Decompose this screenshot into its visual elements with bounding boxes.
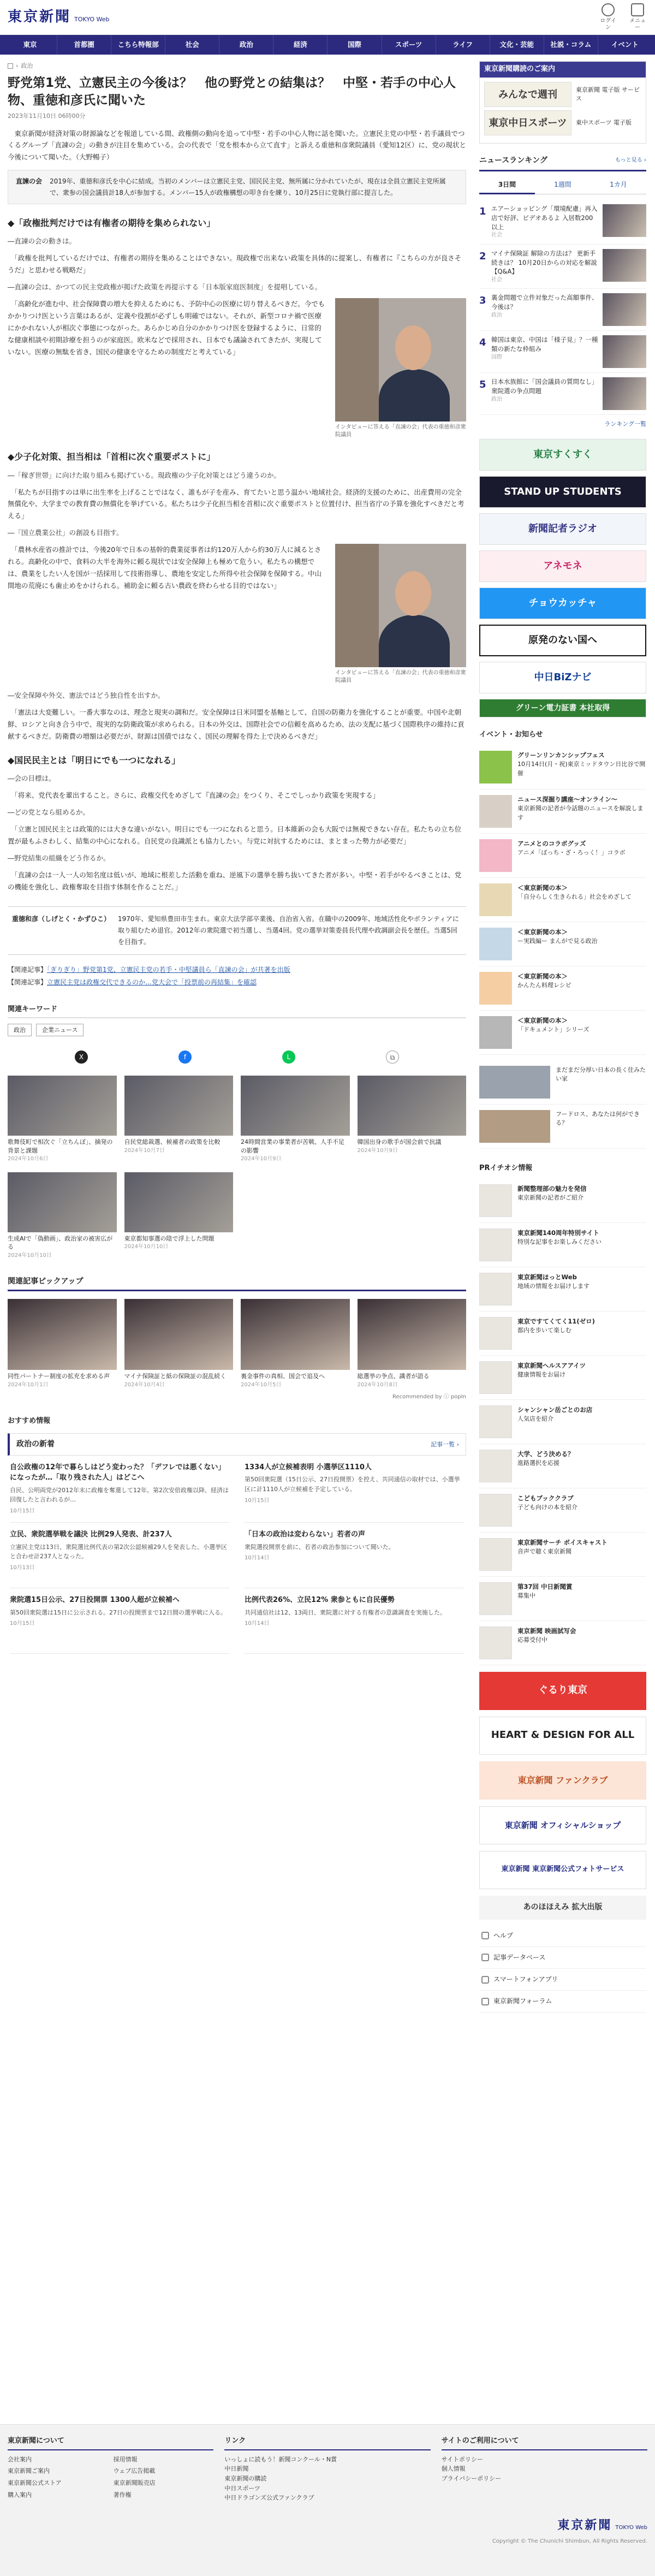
x-share-icon[interactable]: X (75, 1050, 88, 1064)
question: ―直諫の会は、かつての民主党政権が掲げた政策を再提示する「日本版家庭医制度」を提唱している。 (8, 283, 322, 292)
section-heading: ◆「政権批判だけでは有権者の期待を集められない」 (8, 217, 216, 228)
share-bar (8, 1050, 466, 1064)
promo-banner[interactable]: 東京すくすく (479, 439, 646, 471)
menu-icon (631, 3, 644, 16)
promo-banner[interactable]: 中日BiZナビ (479, 662, 646, 693)
pr-item[interactable]: 大学、どう決める？ 進路選択を応援 (479, 1444, 646, 1488)
footer-link[interactable]: 個人情報 (441, 2465, 466, 2473)
event-item[interactable]: アニメとのコラボグッズ アニメ「ぼっち・ざ・ろっく！」コラボ (479, 834, 646, 878)
pr-item[interactable]: こどもブッククラブ 子ども向けの本を紹介 (479, 1488, 646, 1533)
home-icon[interactable] (8, 63, 13, 69)
question: ―どの党となら組めるか。 (8, 808, 90, 817)
side-link[interactable]: 東京新聞フォーラム (479, 1991, 646, 2013)
photo-caption: インタビューに答える「直諫の会」代表の重徳和彦衆院議員 (335, 670, 466, 684)
footer-link[interactable]: ウェブ広告掲載 (113, 2467, 156, 2475)
paragraph: 「政権を批判しているだけでは、有権者の期待を集めることはできない。現政権で出来ない政策を具体的に提案し、有権者に『こちらの方が良さそうだ』と思わせる戦略だ」 (8, 254, 462, 275)
ranking-item[interactable]: 2 マイナ保険証 解除の方法は？ 更新手続きは？ 10月20日からの対応を解説【Q&A】 社会 (479, 245, 646, 289)
article-photo[interactable] (335, 544, 466, 685)
question: ―会の目標は。 (8, 774, 56, 783)
keyword-list (8, 1024, 466, 1037)
article-date: 2023年11月10日 06時00分 (8, 112, 86, 120)
footer-link[interactable]: いっしょに読もう！新聞コンクール・N賞 (224, 2455, 337, 2463)
paragraph: 「私たちが目指すのは単に出生率を上げることではなく、誰もが子を産み、育てたいと思う温かい地域社会。経済的支援のために、出産費用の完全無償化や、大学までの教育費の無償化を挙げている。私たちは少子化担当相を首相に次ぐ重要ポストと位置付け、担当省庁の予算を強化すべきだと考える」 (8, 488, 465, 520)
event-item[interactable]: ＜東京新聞の本＞ 「ドキュメント」シリーズ (479, 1011, 646, 1055)
promo-banner[interactable]: グリーン電力証書 本社取得 (479, 699, 646, 717)
portrait-image (335, 298, 466, 422)
promo-banner[interactable]: 原発のない国へ (479, 625, 646, 656)
paragraph: 「立憲と国民民主とは政策的には大きな違いがない。明日にでも一つになれると思う。日本維新の会も大阪では無視できない存在。私たちの立ち位置が最もふさわしく、結集の中心になれる。自民党の良識派とも協力したい。与党に対抗するためには、まとまった勢力が必要だ」 (8, 825, 462, 845)
keyword-tag[interactable]: 企業ニュース (36, 1024, 84, 1037)
thumb-card[interactable]: 歌舞伎町で相次ぐ「立ちんぼ」、摘発の背景と課題 2024年10月6日 (8, 1076, 117, 1164)
paragraph: 「高齢化が進む中、社会保障費の増大を抑えるためにも、予防中心の医療に切り替えるべきだ。今でもかかりつけ医という言葉はあるが、定義や役割が必ずしも明確ではない。それが、新型コロナ禍で医療にかかれない人が相次ぐ事態につながった。あらかじめ自分のかかりつけ医を登録するように、日常的な健康相談や初期診療を担うのが家庭医。欧米などで採用され、日本でも議論されてきたが、実現していない。医療の無駄を省き、国民の健康を守るための制度だと考えている」 (8, 300, 325, 356)
event-item[interactable]: ニュース深掘り講座～オンライン～ 東京新聞の記者が今話題のニュースを解説します (479, 790, 646, 834)
site-footer (0, 2424, 655, 2576)
ranking-tab[interactable]: 1カ月 (591, 177, 646, 194)
help-icon (481, 1932, 489, 1939)
footer-link[interactable]: サイトポリシー (441, 2455, 483, 2463)
related-link[interactable]: 立憲民主党は政権交代できるのか…党大会で「投票前の再結集」を確認 (47, 978, 257, 986)
subscribe-row[interactable]: みんなで週刊 東京新聞 電子版 サービス (484, 82, 641, 107)
nav-item[interactable]: 経済 (273, 35, 327, 55)
footer-col: サイトのご利用について サイトポリシー 個人情報 プライバシーポリシー (442, 2436, 647, 2503)
footer-link[interactable]: 東京新聞ご案内 (8, 2467, 50, 2475)
footer-link[interactable]: プライバシーポリシー (441, 2474, 502, 2482)
side-banner[interactable]: 東京新聞 東京新聞公式フォトサービス (479, 1851, 646, 1889)
footer-link[interactable]: 会社案内 (8, 2455, 32, 2463)
promo-banner[interactable]: 新聞記者ラジオ (479, 513, 646, 545)
logo-text: 東京新聞 (8, 8, 72, 25)
ranking-tab[interactable]: 3日間 (479, 177, 535, 194)
ranking-list-link[interactable]: ランキング一覧 (604, 420, 646, 428)
thumb-card[interactable]: 韓国出身の歌手が国会前で抗議 2024年10月9日 (358, 1076, 467, 1164)
pickup-card[interactable]: 総選挙の争点、識者が語る 2024年10月8日 (358, 1299, 467, 1389)
osusume-title: おすすめ情報 (8, 1416, 51, 1425)
footer-link[interactable]: 中日スポーツ (224, 2484, 260, 2492)
thumb-card[interactable]: 自民党総裁選、候補者の政策を比較 2024年10月7日 (124, 1076, 234, 1164)
pr-title: PRイチオシ情報 (479, 1164, 533, 1172)
pr-item[interactable]: 東京ですてくてく11(ゼロ) 都内を歩いて楽しむ (479, 1311, 646, 1356)
footer-link[interactable]: 採用情報 (113, 2455, 138, 2463)
related-thumbnails (8, 1076, 466, 1260)
footer-link[interactable]: 中日ドラゴンズ公式ファンクラブ (224, 2494, 314, 2502)
pickup-list (8, 1299, 466, 1389)
side-banner[interactable]: 東京新聞 ファンクラブ (479, 1761, 646, 1800)
pr-item[interactable]: 東京新聞140周年特別サイト 特別な記事をお楽しみください (479, 1223, 646, 1267)
promo-banner[interactable]: チョウカッチャ (479, 587, 646, 619)
nav-item[interactable]: 社会 (165, 35, 219, 55)
related-article: 【関連記事】「ぎりぎり」野党第1党、立憲民主党の若手・中堅議員ら「直諫の会」が共著を出版 (8, 965, 290, 974)
pickup-card[interactable]: 裏金事件の真相、国会で追及へ 2024年10月5日 (241, 1299, 350, 1389)
ranking-item[interactable]: 3 裏金問題で立件対象だった高額事件、今後は？ 政治 (479, 289, 646, 331)
thumb-card[interactable]: 24時間営業の事業者が苦戦、人手不足の影響 2024年10月9日 (241, 1076, 350, 1164)
keywords-title: 関連キーワード (8, 1004, 466, 1018)
related-article: 【関連記事】立憲民主党は政権交代できるのか…党大会で「投票前の再結集」を確認 (8, 978, 257, 986)
paragraph: 「将来、党代表を輩出すること。さらに、政権交代をめざして『直諫の会』をつくり、そこでしっかり政策を実現する」 (8, 791, 380, 800)
nav-item[interactable]: 首都圏 (57, 35, 111, 55)
copyright: Copyright © The Chunichi Shimbun, All Rights Reserved. (492, 2538, 647, 2544)
side-link[interactable]: ヘルプ (479, 1925, 646, 1947)
article-title: 野党第1党、立憲民主の今後は？ 他の野党との結集は？ 中堅・若手の中心人物、重徳和彦氏に聞いた (8, 75, 456, 108)
question: ―直諫の会の動きは。 (8, 237, 76, 246)
paragraph: 「直諫の会は一人一人の知名度は低いが、地域に根差した活動を重ね、逆風下の選挙を勝ち抜いてきた者が多い。中堅・若手がやるべきことは、党の機能を強化し、政権奪取を目指す体制を作ることだ。」 (8, 870, 462, 891)
section-heading: ◆少子化対策、担当相は「首相に次ぐ重要ポストに」 (8, 452, 216, 462)
nav-item[interactable]: 政治 (219, 35, 273, 55)
pr-item[interactable]: 新聞整理部の魅力を発信 東京新聞の記者がご紹介 (479, 1179, 646, 1223)
breadcrumb-item[interactable]: 政治 (21, 62, 33, 69)
footer-link[interactable]: 著作権 (113, 2491, 132, 2498)
related-link[interactable]: 「ぎりぎり」野党第1党、立憲民主党の若手・中堅議員ら「直諫の会」が共著を出版 (47, 965, 290, 974)
side-link[interactable]: スマートフォンアプリ (479, 1969, 646, 1991)
nav-item[interactable]: 国際 (327, 35, 382, 55)
side-banner[interactable]: ぐるり東京 (479, 1672, 646, 1710)
ad-item[interactable]: フードロス、あなたは何ができる？ (479, 1105, 646, 1149)
subscribe-row[interactable]: 東京中日スポーツ 東中スポーツ 電子版 (484, 110, 641, 135)
pr-item[interactable]: 東京新聞サーチ ボイスキャスト 音声で聴く東京新聞 (479, 1533, 646, 1577)
promo-banner[interactable]: STAND UP STUDENTS (479, 476, 646, 508)
footer-link[interactable]: 東京新聞販売店 (113, 2479, 156, 2486)
recommend-credit[interactable]: Recommended by ⓘ popIn (392, 1393, 466, 1400)
facebook-share-icon[interactable]: f (178, 1050, 192, 1064)
event-item[interactable]: ＜東京新聞の本＞ かんたん料理レシピ (479, 966, 646, 1011)
bio-name: 重徳和彦（しげとく・かずひこ） (12, 915, 111, 923)
side-banner[interactable]: HEART & DESIGN FOR ALL (479, 1717, 646, 1755)
politics-item[interactable]: 1334人が立候補表明 小選挙区1110人 第50回衆院選（15日公示、27日投開票）を控え、共同通信の取材では、小選挙区に計1110人が立候補を予定している。 10月15日 (245, 1456, 464, 1523)
footer-link[interactable]: 東京新聞公式ストア (8, 2479, 62, 2486)
pickup-title: 関連記事ピックアップ (8, 1275, 466, 1291)
pr-item[interactable]: 東京新聞ヘルスアアイツ 健康情報をお届け (479, 1356, 646, 1400)
sidebar (479, 55, 646, 2013)
profile-key: 直諫の会 (16, 177, 43, 186)
event-item[interactable]: ＜東京新聞の本＞ 「自分らしく生きられる」社会をめざして (479, 878, 646, 922)
site-header (0, 0, 655, 35)
question: ―野党結集の組織をどう作るか。 (8, 853, 110, 862)
main-column (8, 55, 466, 2013)
ranking-item[interactable]: 5 日本水族館に「国会議員の質問なし」 衆院選の争点問題 政治 (479, 373, 646, 415)
question: ―「稼ぎ世帯」に向けた取り組みも掲げている。現政権の少子化対策とはどう違うのか。 (8, 471, 281, 479)
paragraph: 「憲法は大変難しい。一番大事なのは、理念と現実の調和だ。安全保障は日米同盟を基軸として、自国の防衛力を強化することが重要。中国や北朝鮮、ロシアと向き合う中で、現実的な防衛政策が求められる。日本の外交は、国際社会での信頼を高めるため、法の支配に基づく国際秩序の維持に貢献するべきだ。防衛費の増額は必要だが、財源は国債ではなく、国民の理解を得た上で決めるべきだ」 (8, 708, 465, 740)
nav-item[interactable]: ライフ (436, 35, 490, 55)
side-banner[interactable]: あのほほえみ 拡大出版 (479, 1896, 646, 1920)
ranking-tabs (479, 177, 646, 194)
article-photo[interactable] (335, 298, 466, 439)
group-profile-box (8, 170, 466, 204)
ranking-header: ニュースランキング もっと見る › (479, 151, 646, 171)
copy-link-icon[interactable]: ⧉ (386, 1050, 399, 1064)
line-share-icon[interactable]: L (282, 1050, 295, 1064)
login-button[interactable]: ログイン (598, 3, 618, 31)
article-lead: 東京新聞が経済対策の財源論などを報道している間、政権側の動向を追って中堅・若手の中心人物に話を聞いた。立憲民主党の中堅・若手議員でつくるグループ「直諫の会」の動きが注目を集めている。会の代表で「党を根本から立て直す」と訴える重徳和彦衆院議員（愛知12区）に、党の現状と今後について聞いた。（大野暢子） (8, 129, 466, 162)
ranking-more-link[interactable]: もっと見る › (615, 157, 646, 163)
profile-bio (8, 906, 466, 955)
section-heading: ◆国民民主とは「明日にでも一つになれる」 (8, 755, 181, 765)
ranking-item[interactable]: 1 エアーショッピング「環境配慮」再入店で好評、ビデオあるよ 入居数200以上 社会 (479, 200, 646, 245)
nav-item[interactable]: 社説・コラム (544, 35, 598, 55)
menu-button[interactable]: メニュー (628, 3, 647, 31)
profile-text: 2019年、重徳和彦氏を中心に結成。当初のメンバーは立憲民主党、国民民主党、無所属に分かれていたが、現在は全員立憲民主党所属で、衆参の国会議員計18人が参加する。メンバー15人が政権構想の叩き台を練り、10月25日に党執行部に提言した。 (50, 177, 446, 197)
breadcrumb: › 政治 (8, 61, 466, 71)
photo-caption: インタビューに答える「直諫の会」代表の重徳和彦衆院議員 (335, 424, 466, 438)
nav-item[interactable]: スポーツ (382, 35, 436, 55)
events-title: イベント・お知らせ (479, 731, 543, 739)
politics-item[interactable]: 衆院選15日公示、27日投開票 1300人超が立候補へ 第50回衆院選は15日に公示される。27日の投開票まで12日間の選挙戦に入る。 10月15日 (10, 1588, 229, 1654)
footer-link[interactable]: 購入案内 (8, 2491, 32, 2498)
nav-item[interactable]: イベント (611, 40, 639, 49)
thumb-card[interactable]: 東京都知事選の陰で浮上した問題 2024年10月10日 (124, 1172, 234, 1260)
keyword-tag[interactable]: 政治 (8, 1024, 32, 1037)
event-item[interactable]: グリーンリンカンシップフェス 10月14日(月・祝)東京ミッドタウン日比谷で開催 (479, 745, 646, 790)
pr-item[interactable]: シャンシャン岳ごとのお店 人気店を紹介 (479, 1400, 646, 1444)
question: ―「国立農業公社」の創設も目指す。 (8, 529, 123, 537)
ranking-tab[interactable]: 1週間 (535, 177, 591, 194)
database-icon (481, 1954, 489, 1961)
politics-more-link[interactable]: 記事一覧 › (431, 1440, 459, 1448)
pickup-card[interactable]: 同性パートナー制度の拡充を求める声 2024年10月1日 (8, 1299, 117, 1389)
politics-header: 政治の新着 記事一覧 › (8, 1433, 466, 1455)
user-icon (602, 3, 615, 16)
footer-link[interactable]: 中日新聞 (224, 2465, 249, 2473)
politics-item[interactable]: 比例代表26%、立民12% 衆参ともに自民優勢 共同通信社は12、13両日、衆院選に対する有権者の意識調査を実施した。 10月14日 (245, 1588, 464, 1654)
side-links (479, 1925, 646, 2013)
global-nav (0, 35, 655, 55)
nav-item[interactable]: こちら特報部 (111, 35, 165, 55)
pr-item[interactable]: 第37回 中日新聞賞 募集中 (479, 1577, 646, 1621)
nav-item[interactable]: 文化・芸能 (490, 35, 544, 55)
pr-list (479, 1179, 646, 1665)
footer-col: リンク いっしょに読もう！新聞コンクール・N賞 中日新聞 東京新聞の購読 中日スポーツ 中日ドラゴンズ公式ファンクラブ (224, 2436, 430, 2503)
logo-sub: TOKYO Web (74, 15, 110, 23)
event-item[interactable]: ＜東京新聞の本＞ ー実践編ー まんがで見る政治 (479, 922, 646, 966)
footer-logo[interactable]: 東京新聞 TOKYO Web (557, 2518, 647, 2532)
footer-link[interactable]: 東京新聞の購読 (224, 2474, 267, 2482)
paragraph: 「農林水産省の推計では、今後20年で日本の基幹的農業従事者は約120万人から約30万人に減るとされる。高齢化の中で、食料の大半を海外に頼る現状では安全保障上も極めて危うい。私たちの構想では、農業をしたい人を国が一括採用して技術指導し、農地を安定した所得や社会保障を保障する。中山間地の荒廃にも歯止めをかけられる。補助金に頼る古い農政を終わらせる目的ではない」 (8, 545, 322, 590)
forum-icon (481, 1998, 489, 2005)
ad-item[interactable]: まだまだ分厚い日本の長く住みたい家 (479, 1060, 646, 1105)
politics-item[interactable]: 立民、衆院選挙戦を議決 比例29人発表、計237人 立憲民主党は13日、衆院選比例代表の第2次公認候補29人を発表した。小選挙区と合わせ計237人となった。 10月13日 (10, 1523, 229, 1588)
side-link[interactable]: 記事データベース (479, 1947, 646, 1969)
site-logo[interactable] (8, 6, 109, 29)
side-banner[interactable]: 東京新聞 オフィシャルショップ (479, 1806, 646, 1844)
politics-item[interactable]: 「日本の政治は変わらない」若者の声 衆院選投開票を前に、若者の政治参加について聞いた。 10月14日 (245, 1523, 464, 1588)
footer-col: 東京新聞について 会社案内 採用情報 東京新聞ご案内 ウェブ広告掲載 東京新聞公式ストア 東京新聞販売店 購入案内 著作権 (8, 2436, 213, 2503)
subscribe-box: 東京新聞購読のご案内 みんなで週刊 東京新聞 電子版 サービス 東京中日スポーツ 東中スポーツ 電子版 (479, 61, 646, 144)
bio-text: 1970年、愛知県豊田市生まれ。東京大法学部卒業後、自治省入省。在職中の2009年、地域活性化やボランティアに取り組むため退官。2012年の衆院選で初当選し、当選4回。党の選挙対策委員長代理や政調副会長を歴任。当選5回を目指す。 (118, 915, 459, 946)
phone-icon (481, 1976, 489, 1984)
pr-item[interactable]: 東京新聞ほっとWeb 地域の情報をお届けします (479, 1267, 646, 1311)
thumb-card[interactable]: 生成AIで「偽動画」、政治家の被害広がる 2024年10月10日 (8, 1172, 117, 1260)
nav-item[interactable]: 東京 (3, 35, 57, 55)
question: ―安全保障や外交、憲法ではどう独自性を出すか。 (8, 691, 165, 700)
events-list (479, 745, 646, 1055)
ranking-list (479, 200, 646, 415)
ranking-item[interactable]: 4 韓国は東京、中国は「様子見」？一種類の新たな枠組み 国際 (479, 331, 646, 373)
politics-list (8, 1456, 466, 1654)
promo-banner[interactable]: アネモネ (479, 550, 646, 582)
portrait-image (335, 544, 466, 667)
pr-item[interactable]: 東京新聞 映画試写会 応募受付中 (479, 1621, 646, 1665)
politics-item[interactable]: 自公政権の12年で暮らしはどう変わった？「デフレでは悪くない」になったが…「取り残された人」はどこへ 自民、公明両党が2012年末に政権を奪還して12年。第2次安倍政権以降、経済は回復したと言われるが… 10月15日 (10, 1456, 229, 1523)
pickup-card[interactable]: マイナ保険証と紙の保険証の混乱続く 2024年10月4日 (124, 1299, 234, 1389)
